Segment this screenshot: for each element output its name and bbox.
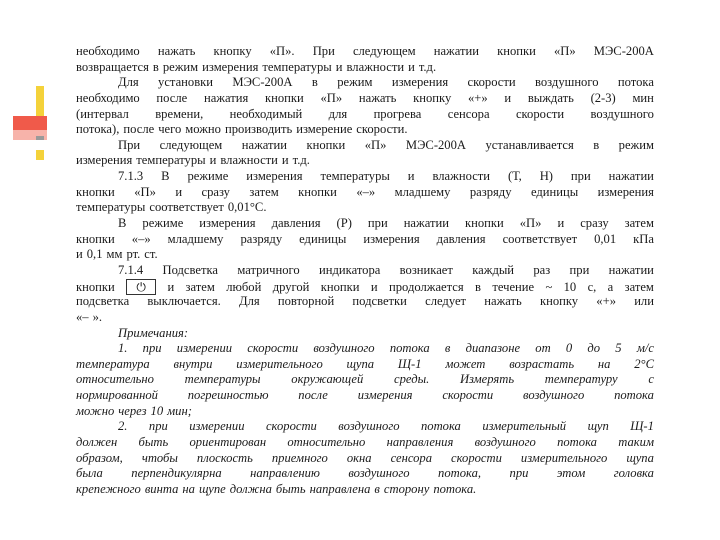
paragraph-line: подсветка выключается. Для повторной подсветки следует нажать кнопку «+» или — [76, 294, 654, 309]
note-line: относительно температуры окружающей среды. Измерять температуру с — [76, 372, 654, 387]
paragraph-line-with-button: кнопки ⏻ и затем любой другой кнопки и продолжается в течение ~ 10 с, а затем — [76, 279, 654, 294]
note-line: нормированной погрешностью после измерения скорости воздушного потока — [76, 388, 654, 403]
note-line: должен быть ориентирован относительно направления воздушного потока таким — [76, 435, 654, 450]
document-page — [76, 44, 654, 498]
note-line: температура внутри измерительного щупа Щ-1 может возрастать на 2°С — [76, 356, 654, 371]
slide-decoration-gray-line — [36, 136, 44, 140]
paragraph-line: возвращается в режим измерения температуры и влажности и т.д. — [76, 59, 437, 74]
note-line: образом, чтобы плоскость приемного окна сенсора скорости измерительного щупа — [76, 450, 654, 465]
paragraph-line: Для установки МЭС-200А в режим измерения скорости воздушного потока — [118, 75, 654, 90]
paragraph-line: измерения температуры и влажности и т.д. — [76, 153, 310, 168]
note-line: была перпендикулярна направлению воздушного потока, при этом головка — [76, 466, 654, 481]
note-line: можно через 10 мин; — [76, 403, 192, 418]
paragraph-line: кнопки «П» и сразу затем кнопки «–» младшему разряду единицы измерения — [76, 184, 654, 199]
notes-heading: Примечания: — [118, 325, 189, 340]
power-button-icon: ⏻ — [126, 279, 156, 295]
paragraph-line: и 0,1 мм рт. ст. — [76, 247, 158, 262]
paragraph-line: необходимо после нажатия кнопки «П» нажать кнопку «+» и выждать (2-3) мин — [76, 90, 654, 105]
paragraph-line: 7.1.3 В режиме измерения температуры и влажности (Т, Н) при нажатии — [118, 169, 654, 184]
paragraph-line: 7.1.4 Подсветка матричного индикатора возникает каждый раз при нажатии — [118, 262, 654, 277]
slide-decoration-red-block — [13, 116, 47, 130]
note-line: 1. при измерении скорости воздушного потока в диапазоне от 0 до 5 м/с — [118, 341, 654, 356]
paragraph-line: потока), после чего можно производить измерение скорости. — [76, 122, 408, 137]
paragraph-line: температуры соответствует 0,01°С. — [76, 200, 267, 215]
note-line: 2. при измерении скорости воздушного потока измерительный щуп Щ-1 — [118, 419, 654, 434]
slide-decoration-yellow-square — [36, 150, 44, 160]
paragraph-line: кнопки «–» младшему разряду единицы измерения давления соответствует 0,01 кПа — [76, 231, 654, 246]
note-line: крепежного винта на щупе должна быть направлена в сторону потока. — [76, 481, 477, 496]
paragraph-line: необходимо нажать кнопку «П». При следующем нажатии кнопки «П» МЭС-200А — [76, 44, 654, 58]
paragraph-line: (интервал времени, необходимый для прогрева сенсора скорости воздушного — [76, 106, 654, 121]
paragraph-line: При следующем нажатии кнопки «П» МЭС-200А устанавливается в режим — [118, 137, 654, 152]
paragraph-line: «– ». — [76, 309, 103, 324]
paragraph-line: В режиме измерения давления (Р) при нажатии кнопки «П» и сразу затем — [118, 216, 654, 231]
